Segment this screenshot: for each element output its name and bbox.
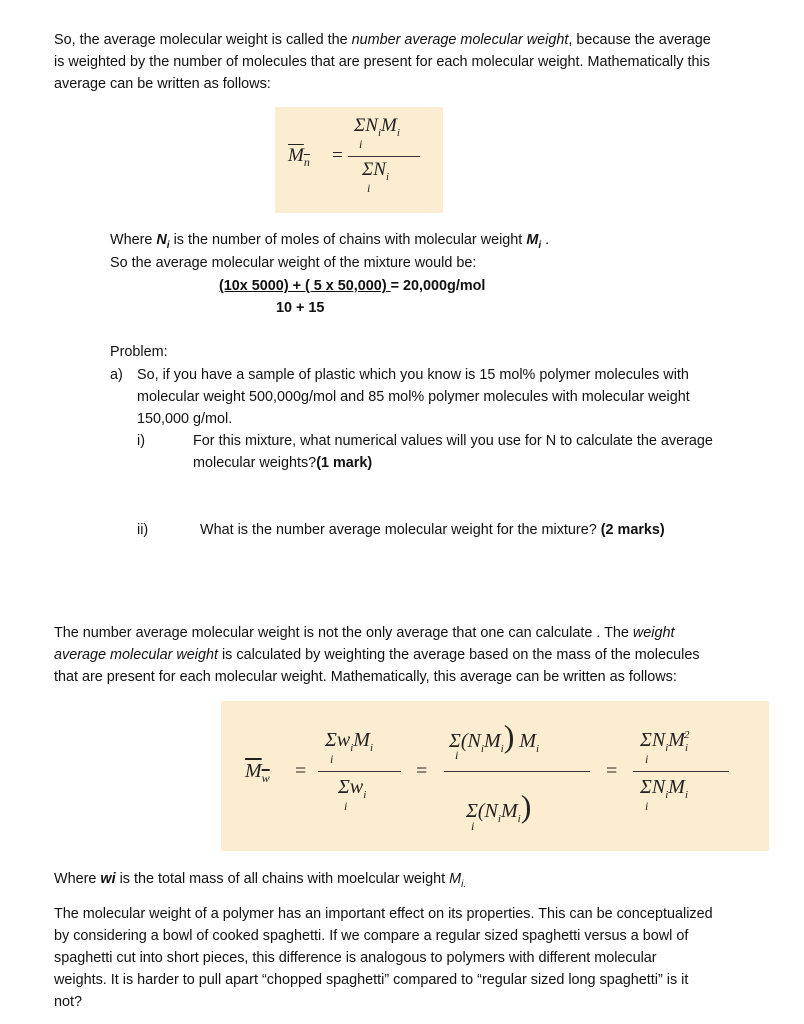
calc-numerator-line — [219, 275, 485, 297]
where-wi-line: Where wi is the total mass of all chains with moelcular weight $M_{i.}$ — [54, 871, 467, 890]
problem-a-text: So, if you have a sample of plastic which you know is 15 mol% polymer molecules with molecular weight 500,000g/mol and 85 mol% polymer molecules with molecular weight 150,000 g/mol. — [137, 367, 690, 427]
weight-average-paragraph: The number average molecular weight is not the only average that one can calculate . The weight average molecular weight is calculated by weighting the average based on the mass of the molecules that are present for each molecular weight. Mathematically, this average can be written as follows: — [54, 625, 700, 685]
mw-f1-denominator: $\Sigma w_i$ — [338, 776, 367, 801]
intro-line-2: is weighted by the number of molecules that are present for each molecular weight. Mathematically this — [54, 54, 710, 70]
calc-result: = 20,000g/mol — [390, 278, 486, 294]
term-weight-average: average molecular weight — [54, 647, 218, 663]
mn-lhs: $M_n$ — [288, 145, 310, 169]
equals-sign: = — [332, 145, 343, 166]
fraction-line — [348, 156, 420, 157]
mw-f3-denominator: $\Sigma N_iM_i$ — [640, 776, 689, 801]
intro-text: , because the average — [568, 32, 711, 48]
equals-sign: = — [606, 760, 618, 782]
calc-numerator: (10x 5000) + ( 5 x 50,000) — [219, 278, 391, 294]
fraction-line — [444, 771, 590, 772]
fraction-line — [633, 771, 729, 772]
where-ni-line: Where $N_i$ is the number of moles of chains with molecular weight $M_i$ . — [110, 232, 550, 251]
equals-sign: = — [295, 760, 307, 782]
fraction-line — [318, 771, 401, 772]
intro-line-1 — [54, 29, 711, 51]
mw-f2-numerator: $\Sigma(N_iM_i)$ $M_i$ — [449, 718, 540, 755]
problem-title: Problem: — [110, 344, 168, 360]
problem-a-label: a) — [110, 367, 123, 383]
equation-mw-box: $M_w$ = $\Sigma w_iM_i$ i $\Sigma w_i$ i = $\Sigma(N_iM_i)$ $M_i$ i $\Sigma(N_iM_i)$ i = $\Sigma N_iM_i^2$ i $\Sigma N_iM_i$ i — [221, 701, 769, 851]
equals-sign: = — [416, 760, 428, 782]
mn-denominator: $\Sigma N_i$ — [362, 159, 390, 183]
problem-ii-text: What is the number average molecular weight for the mixture? (2 marks) — [200, 522, 665, 538]
problem-ii-label: ii) — [137, 522, 149, 538]
so-average-line: So the average molecular weight of the mixture would be: — [110, 255, 477, 271]
mw-lhs: $M_w$ — [245, 760, 270, 785]
mark-badge: (1 mark) — [316, 455, 373, 471]
mw-f3-numerator: $\Sigma N_iM_i^2$ — [640, 729, 690, 754]
mw-f2-denominator: $\Sigma(N_iM_i)$ — [466, 788, 532, 825]
spaghetti-paragraph: The molecular weight of a polymer has an important effect on its properties. This can be conceptualized by considering a bowl of cooked spaghetti. If we compare a regular sized spaghetti versus a bowl of spaghetti cut into short pieces, this difference is analogous to polymers with different molecular weights. It is harder to pull apart “chopped spaghetti” compared to “regular sized long spaghetti” is it not? — [54, 906, 713, 1010]
problem-i-text: For this mixture, what numerical values will you use for N to calculate the average molecular weights?(1 mark) — [193, 433, 713, 471]
intro-paragraph — [54, 29, 711, 95]
calc-denominator: 10 + 15 — [276, 300, 325, 316]
mw-f1-numerator: $\Sigma w_iM_i$ — [325, 729, 374, 754]
intro-line-3: average can be written as follows: — [54, 76, 271, 92]
problem-i-label: i) — [137, 433, 145, 449]
intro-text: So, the average molecular weight is called the — [54, 32, 352, 48]
mark-badge: (2 marks) — [600, 522, 665, 538]
equation-mn-box: $M_n$ = $\Sigma N_iM_i$ i $\Sigma N_i$ i — [275, 107, 443, 213]
mn-numerator: $\Sigma N_iM_i$ — [354, 115, 400, 139]
term-number-average: number average molecular weight — [351, 32, 569, 48]
